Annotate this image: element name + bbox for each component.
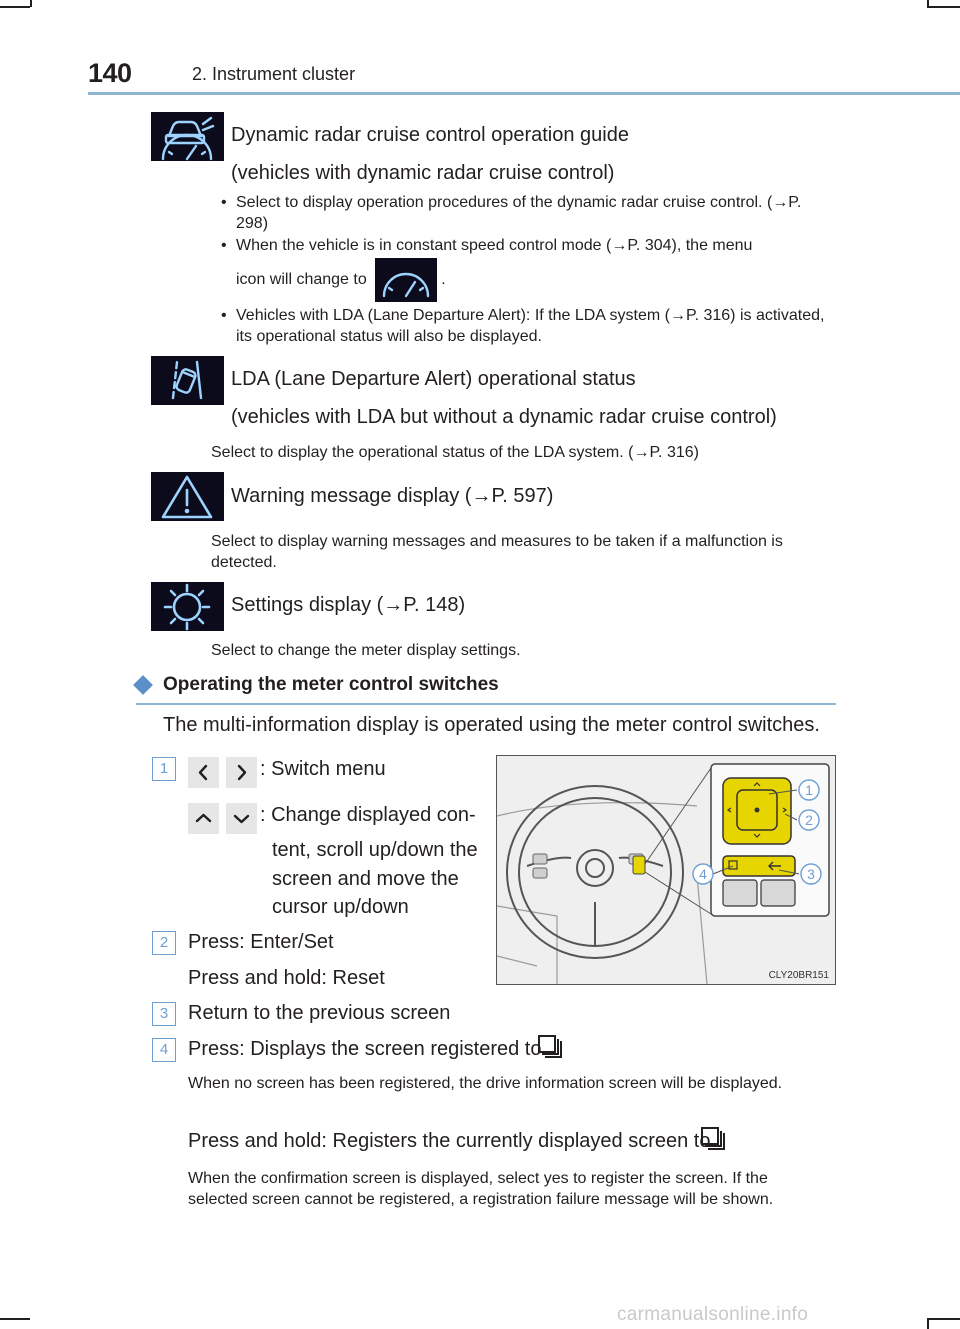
- item-title: Warning message display (→P. 597): [231, 485, 554, 507]
- hold-register-text: Press and hold: Registers the currently displayed screen to: [188, 1130, 711, 1152]
- item-description: Select to change the meter display settings.: [211, 642, 521, 659]
- bullet-item: • Vehicles with LDA (Lane Departure Alert): If the LDA system (→P. 316) is activated, its operational status will also be displayed.: [221, 305, 831, 347]
- constant-speed-icon: [375, 258, 437, 302]
- copy-screen-icon: [538, 1035, 564, 1059]
- callout-number: 4: [152, 1038, 176, 1062]
- item-title: Dynamic radar cruise control operation guide: [231, 124, 629, 146]
- hold-reset-text: Press and hold: Reset: [188, 967, 385, 989]
- header-rule: [88, 92, 960, 95]
- return-text: Return to the previous screen: [188, 1002, 451, 1024]
- crop-mark: [927, 0, 929, 7]
- bullet-text: Select to display operation procedures of the dynamic radar cruise control. (→P. 298): [236, 194, 802, 232]
- bullet-text: icon will change to: [236, 271, 367, 289]
- crop-mark: [0, 6, 30, 8]
- chevron-down-icon: [226, 803, 257, 834]
- crop-mark: [30, 0, 32, 7]
- crop-mark: [927, 6, 960, 8]
- crop-mark: [927, 1318, 929, 1329]
- item-title-sub: (vehicles with dynamic radar cruise control): [231, 162, 615, 184]
- settings-gear-icon: [151, 582, 224, 631]
- callout-number: 1: [152, 757, 176, 781]
- press-display-text: Press: Displays the screen registered to: [188, 1038, 542, 1060]
- lda-icon: [151, 356, 224, 405]
- chevron-up-icon: [188, 803, 219, 834]
- note-text: When no screen has been registered, the drive information screen will be displayed.: [188, 1075, 783, 1092]
- diamond-bullet-icon: [133, 675, 153, 695]
- change-content-text: tent, scroll up/down the: [272, 839, 478, 861]
- figure-callout-3: 3: [807, 866, 815, 882]
- change-content-text: screen and move the: [272, 868, 459, 890]
- section-rule: [136, 703, 836, 705]
- press-enter-text: Press: Enter/Set: [188, 931, 334, 953]
- change-content-text: cursor up/down: [272, 896, 409, 918]
- bullet-item-continued: [221, 258, 831, 302]
- item-description: Select to display warning messages and measures to be taken if a malfunction is detected.: [211, 533, 783, 571]
- figure-code: CLY20BR151: [768, 970, 829, 981]
- copy-screen-icon: [701, 1127, 727, 1151]
- figure-callout-4: 4: [699, 866, 707, 882]
- callout-number: 2: [152, 931, 176, 955]
- item-title: LDA (Lane Departure Alert) operational status: [231, 368, 636, 390]
- bullet-item: • When the vehicle is in constant speed control mode (→P. 304), the menu: [221, 235, 831, 256]
- bullet-text: Vehicles with LDA (Lane Departure Alert): If the LDA system (→P. 316) is activated, its operational status will also be displayed.: [236, 307, 825, 345]
- chevron-left-icon: [188, 757, 219, 788]
- change-content-text: : Change displayed con-: [260, 804, 476, 826]
- figure-callout-2: 2: [805, 812, 813, 828]
- section-title: Operating the meter control switches: [163, 674, 499, 695]
- figure-callout-1: 1: [805, 782, 813, 798]
- warning-icon: [151, 472, 224, 521]
- note-text: When the confirmation screen is displayed, select yes to register the screen. If the selected screen cannot be registered, a registration failure message will be shown.: [188, 1170, 774, 1208]
- item-title-sub: (vehicles with LDA but without a dynamic radar cruise control): [231, 406, 777, 428]
- item-description: Select to display the operational status of the LDA system. (→P. 316): [211, 444, 699, 461]
- chapter-title: 2. Instrument cluster: [192, 64, 356, 84]
- watermark: carmanualsonline.info: [617, 1304, 809, 1325]
- page-number: 140: [88, 58, 132, 88]
- crop-mark: [927, 1318, 960, 1320]
- bullet-text: .: [441, 271, 446, 289]
- crop-mark: [0, 1318, 30, 1320]
- switch-menu-text: : Switch menu: [260, 758, 386, 780]
- steering-wheel-figure: [496, 755, 836, 985]
- bullet-item: • Select to display operation procedures of the dynamic radar cruise control. (→P. 298): [221, 192, 831, 234]
- radar-cruise-icon: [151, 112, 224, 161]
- section-lead: The multi-information display is operated using the meter control switches.: [163, 714, 820, 736]
- callout-number: 3: [152, 1002, 176, 1026]
- item-title: Settings display (→P. 148): [231, 594, 466, 616]
- chevron-right-icon: [226, 757, 257, 788]
- bullet-text: When the vehicle is in constant speed control mode (→P. 304), the menu: [236, 237, 753, 254]
